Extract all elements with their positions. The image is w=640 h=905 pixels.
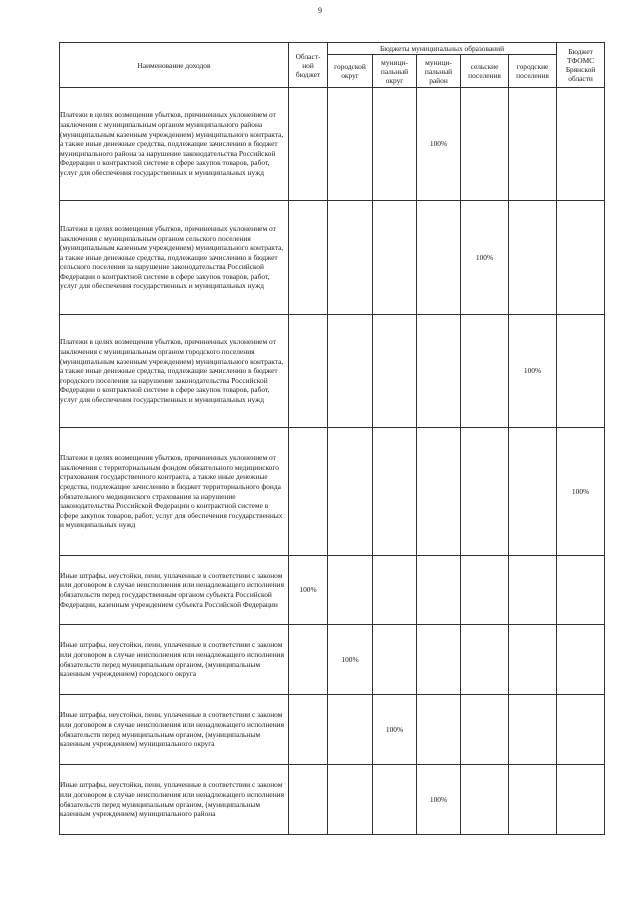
rural-settlement-cell <box>461 695 509 765</box>
revenue-distribution-table <box>59 42 605 835</box>
municipal-district-cell <box>417 556 461 625</box>
tfoms-budget-cell <box>557 201 605 315</box>
municipal-district-cell <box>417 625 461 695</box>
city-district-cell <box>328 201 373 315</box>
regional-budget-cell <box>289 88 328 201</box>
municipal-district-cell <box>417 201 461 315</box>
tfoms-budget-cell <box>557 765 605 835</box>
city-district-cell <box>328 428 373 556</box>
header-revenue-name: Наименование доходов <box>60 43 289 88</box>
rural-settlement-cell: 100% <box>461 201 509 315</box>
urban-settlement-cell <box>509 695 557 765</box>
rural-settlement-cell <box>461 428 509 556</box>
municipal-district-cell: 100% <box>417 765 461 835</box>
urban-settlement-cell <box>509 765 557 835</box>
tfoms-budget-cell <box>557 695 605 765</box>
tfoms-budget-cell <box>557 88 605 201</box>
header-rural-settlements: сельские поселения <box>461 55 509 88</box>
header-municipal-okrug: муници- пальный округ <box>373 55 417 88</box>
header-tfoms-budget: Бюджет ТФОМС Брянской области <box>557 43 605 88</box>
urban-settlement-cell <box>509 201 557 315</box>
municipal-okrug-cell <box>373 201 417 315</box>
revenue-name-cell: Иные штрафы, неустойки, пени, уплаченные в соответствии с законом или договором в случае неисполнения или ненадлежащего исполнения обязательств перед муниципальным органом, (муниципальным казенным учреждением) муниципального района <box>60 765 289 835</box>
rural-settlement-cell <box>461 556 509 625</box>
municipal-district-cell <box>417 695 461 765</box>
revenue-name-cell: Платежи в целях возмещения убытков, причиненных уклонением от заключения с муниципальным органом сельского поселения (муниципальным казенным учреждением) муниципального контракта, а также иные денежные средства, подлежащие зачислению в бюджет сельского поселения за нарушение законодательства Российской Федерации о контрактной системе в сфере закупок товаров, работ, услуг для обеспечения государственных и муниципальных нужд <box>60 201 289 315</box>
city-district-cell <box>328 695 373 765</box>
city-district-cell <box>328 556 373 625</box>
rural-settlement-cell <box>461 88 509 201</box>
urban-settlement-cell <box>509 556 557 625</box>
regional-budget-cell <box>289 765 328 835</box>
regional-budget-cell <box>289 695 328 765</box>
city-district-cell <box>328 315 373 428</box>
header-regional-budget: Област- ной бюджет <box>289 43 328 88</box>
rural-settlement-cell <box>461 765 509 835</box>
urban-settlement-cell <box>509 88 557 201</box>
table-row <box>60 201 605 315</box>
regional-budget-cell <box>289 428 328 556</box>
tfoms-budget-cell <box>557 556 605 625</box>
tfoms-budget-cell: 100% <box>557 428 605 556</box>
municipal-okrug-cell <box>373 88 417 201</box>
table-row <box>60 625 605 695</box>
regional-budget-cell <box>289 625 328 695</box>
city-district-cell: 100% <box>328 625 373 695</box>
page-number: 9 <box>318 6 322 15</box>
municipal-okrug-cell <box>373 428 417 556</box>
urban-settlement-cell: 100% <box>509 315 557 428</box>
revenue-name-cell: Иные штрафы, неустойки, пени, уплаченные в соответствии с законом или договором в случае неисполнения или ненадлежащего исполнения обязательств перед государственным органом субъекта Российской Федерации, казенным учреждением субъекта Российской Федерации <box>60 556 289 625</box>
table-row <box>60 556 605 625</box>
table-row <box>60 88 605 201</box>
municipal-okrug-cell: 100% <box>373 695 417 765</box>
municipal-okrug-cell <box>373 625 417 695</box>
header-municipal-budgets: Бюджеты муниципальных образований <box>328 43 557 55</box>
municipal-district-cell: 100% <box>417 88 461 201</box>
municipal-district-cell <box>417 315 461 428</box>
municipal-district-cell <box>417 428 461 556</box>
regional-budget-cell <box>289 315 328 428</box>
rural-settlement-cell <box>461 315 509 428</box>
city-district-cell <box>328 88 373 201</box>
table-row <box>60 765 605 835</box>
revenue-name-cell: Платежи в целях возмещения убытков, причиненных уклонением от заключения с муниципальным органом городского поселения (муниципальным казенным учреждением) муниципального контракта, а также иные денежные средства, подлежащие зачислению в бюджет городского поселения за нарушение законодательства Российской Федерации о контрактной системе в сфере закупок товаров, работ, услуг для обеспечения государственных и муниципальных нужд <box>60 315 289 428</box>
header-urban-settlements: городские поселения <box>509 55 557 88</box>
revenue-name-cell: Платежи в целях возмещения убытков, причиненных уклонением от заключения с муниципальным органом муниципального района (муниципальным казенным учреждением) муниципального контракта, а также иные денежные средства, подлежащие зачислению в бюджет муниципального района за нарушение законодательства Российской Федерации о контрактной системе в сфере закупок товаров, работ, услуг для обеспечения государственных и муниципальных нужд <box>60 88 289 201</box>
table-row <box>60 695 605 765</box>
tfoms-budget-cell <box>557 625 605 695</box>
city-district-cell <box>328 765 373 835</box>
rural-settlement-cell <box>461 625 509 695</box>
municipal-okrug-cell <box>373 315 417 428</box>
municipal-okrug-cell <box>373 556 417 625</box>
header-municipal-district: муници- пальный район <box>417 55 461 88</box>
regional-budget-cell: 100% <box>289 556 328 625</box>
urban-settlement-cell <box>509 428 557 556</box>
urban-settlement-cell <box>509 625 557 695</box>
municipal-okrug-cell <box>373 765 417 835</box>
revenue-name-cell: Платежи в целях возмещения убытков, причиненных уклонением от заключения с территориальным фондом обязательного медицинского страхования государственного контракта, а также иные денежные средства, подлежащие зачислению в бюджет территориального фонда обязательного медицинского страхования за нарушение законодательства Российской Федерации о контрактной системе в сфере закупок товаров, работ, услуг для обеспечения государственных и муниципальных нужд <box>60 428 289 556</box>
revenue-name-cell: Иные штрафы, неустойки, пени, уплаченные в соответствии с законом или договором в случае неисполнения или ненадлежащего исполнения обязательств перед муниципальным органом, (муниципальным казенным учреждением) городского округа <box>60 625 289 695</box>
regional-budget-cell <box>289 201 328 315</box>
table-row <box>60 428 605 556</box>
table-row <box>60 315 605 428</box>
tfoms-budget-cell <box>557 315 605 428</box>
header-city-district: городской округ <box>328 55 373 88</box>
revenue-name-cell: Иные штрафы, неустойки, пени, уплаченные в соответствии с законом или договором в случае неисполнения или ненадлежащего исполнения обязательств перед муниципальным органом, (муниципальным казенным учреждением) муниципального округа <box>60 695 289 765</box>
